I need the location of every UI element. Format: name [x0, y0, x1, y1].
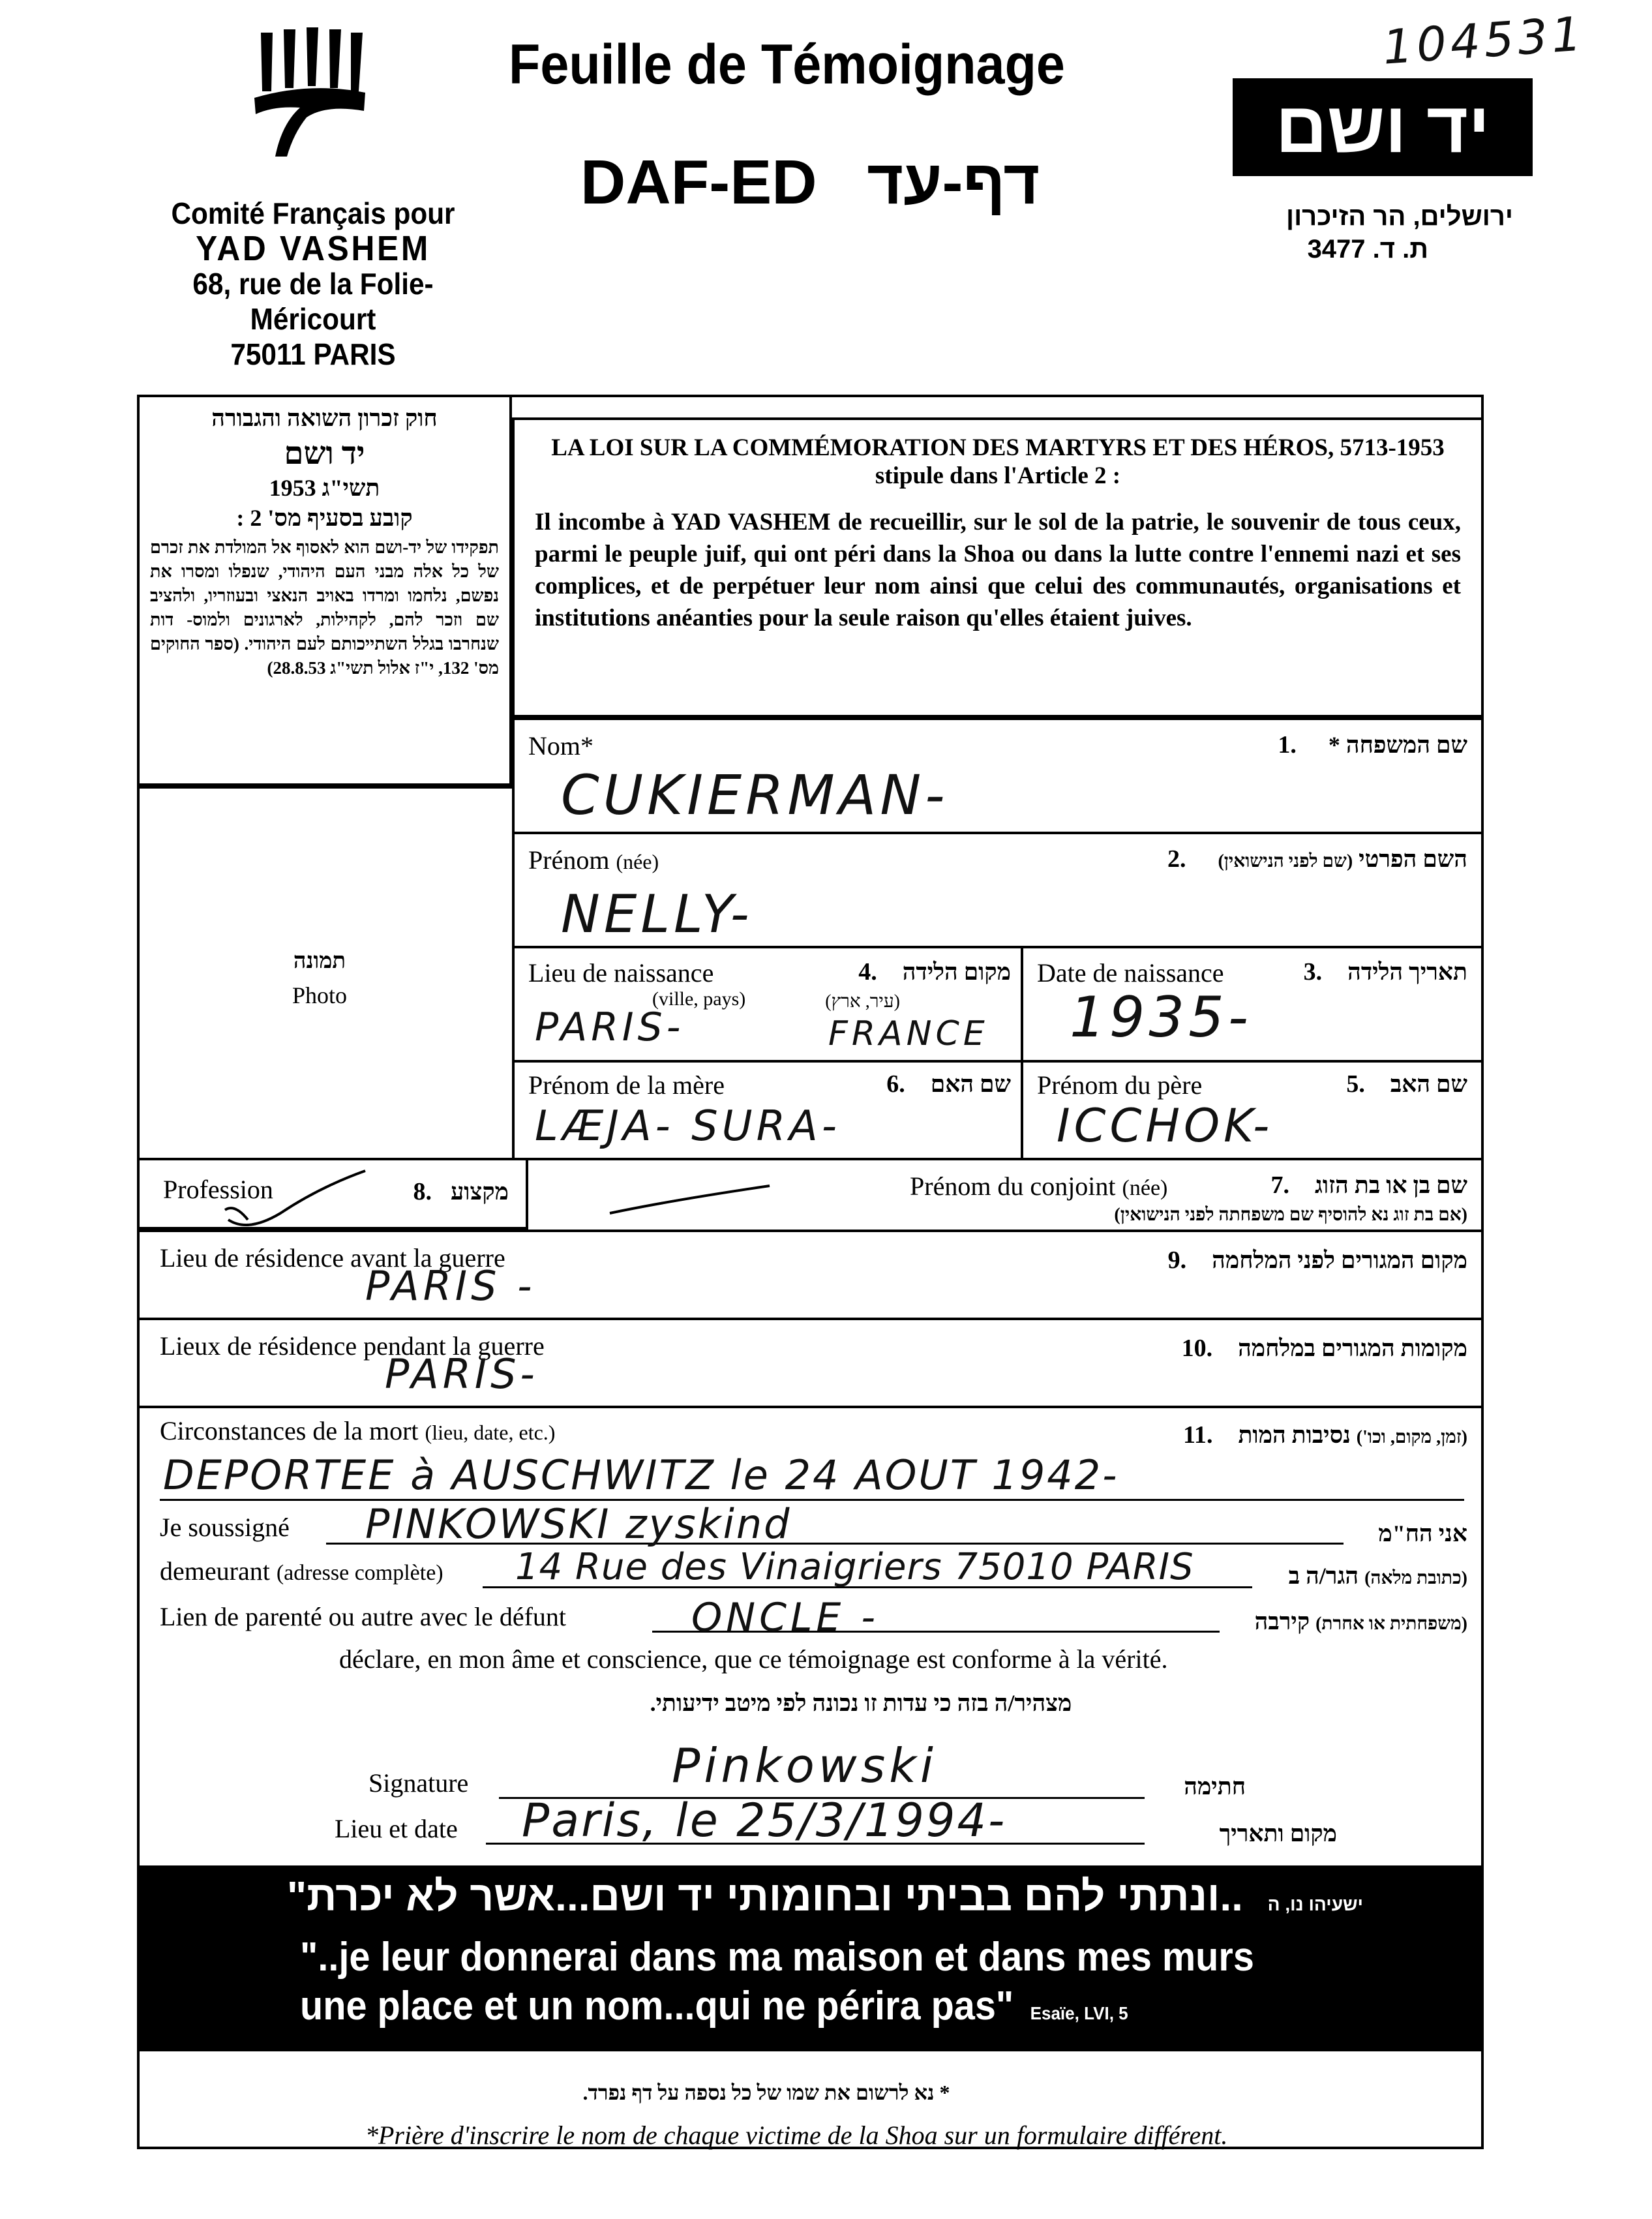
footer-french-ref: Esaïe, LVI, 5	[1030, 2003, 1128, 2023]
footer-french-line2: une place et un nom...qui ne périra pas"	[300, 1984, 1014, 2029]
field-3-label-fr: Date de naissance	[1037, 958, 1224, 988]
field-2-number: .2	[1167, 845, 1186, 873]
hebrew-law-body: תפקידו של יד-ושם הוא לאסוף אל המולדת את זכרם של כל אלה מבני העם היהודי, שנפלו ומסרו את נפשם, נלחמו ומרדו באויב הנאצי ובעוזריו, ולהציב שם וזכר להם, לקהילות, לארגונים ולמוס- דות שנחרבו בגלל השתייכותם לעם היהודי. (ספר החוקים מס' 132, י"ז אלול תשי"ג 28.8.53)	[150, 537, 499, 678]
field-9-label-he: מקום המגורים לפני המלחמה	[1212, 1247, 1467, 1273]
field-1-label-he: שם המשפחה *	[1328, 732, 1467, 758]
profession-strike-mark	[222, 1168, 372, 1239]
declaration-he: מצהיר/ה בזה כי עדות זו נכונה לפי מיטב ידיעותי.	[650, 1690, 1072, 1716]
photo-label-hebrew: תמונה	[293, 949, 346, 973]
field-8-label-he: מקצוע	[450, 1179, 509, 1205]
french-law-body: Il incombe à YAD VASHEM de recueillir, sur le sol de la patrie, le souvenir de tous ceux, parmi le peuple juif, qui ont péri dans la Shoa ou dans la lutte contre l'ennemi nazi et ses complices, et de perpétuer leur nom ainsi que celui des communautés, organisations et institutions anéanties pour la seule raison qu'elles étaient juives.	[535, 509, 1461, 631]
place-date-label-fr: Lieu et date	[335, 1814, 458, 1843]
archive-number: 104531	[1381, 6, 1587, 75]
field-7-note-he: (אם בת זוג נא להוסיף שם משפחתה לפני הנישואין)	[1114, 1205, 1467, 1225]
field-7-note-fr: (née)	[1122, 1176, 1168, 1200]
field-1-number: .1	[1278, 731, 1297, 759]
residing-label-fr: demeurant	[160, 1556, 270, 1586]
french-law-title: LA LOI SUR LA COMMÉMORATION DES MARTYRS ET DES HÉROS, 5713-1953	[551, 434, 1445, 461]
field-4-number: .4	[858, 958, 877, 986]
field-10-value[interactable]: PARIS-	[385, 1350, 539, 1398]
residing-label-he: הגר/ה ב	[1288, 1563, 1359, 1589]
field-6-value[interactable]: LÆJA- SURA-	[535, 1102, 841, 1151]
field-5-value[interactable]: ICCHOK-	[1057, 1099, 1274, 1153]
committee-yad-vashem: YAD VASHEM	[196, 229, 430, 268]
field-3-label-he: תאריך הלידה	[1347, 959, 1467, 985]
relation-label-he: קירבה	[1254, 1608, 1310, 1635]
hebrew-law-line1: חוק זכרון השואה והגבורה	[211, 405, 438, 431]
footnote-french: *Prière d'inscrire le nom de chaque victime de la Shoa sur un formulaire différent.	[365, 2121, 1228, 2150]
signature-label-he: חתימה	[1184, 1774, 1246, 1800]
field-10-label-fr: Lieux de résidence pendant la guerre	[160, 1331, 545, 1361]
field-7-label-he: שם בן או בת הזוג	[1315, 1172, 1467, 1198]
form-title: Feuille de Témoignage	[509, 33, 1065, 96]
residing-note-fr: (adresse complète)	[276, 1561, 443, 1585]
field-5-label-he: שם האב	[1390, 1071, 1467, 1097]
footnote-hebrew: * נא לרשום את שמו של כל נספה על דף נפרד.	[582, 2081, 950, 2104]
photo-label: Photo	[292, 982, 348, 1008]
committee-name: Comité Français pour	[171, 196, 455, 230]
field-4-note-fr: (ville, pays)	[652, 988, 746, 1010]
relation-label-fr: Lien de parenté ou autre avec le défunt	[160, 1602, 567, 1631]
undersigned-label-he: אני הח"מ	[1378, 1520, 1467, 1547]
field-6-label-he: שם האם	[930, 1071, 1011, 1097]
footer-hebrew-ref: ישעיהו נו, ה	[1267, 1894, 1363, 1914]
field-3-value[interactable]: 1935-	[1070, 985, 1252, 1050]
field-2-value[interactable]: NELLY-	[561, 884, 753, 944]
field-7-label-fr: Prénom du conjoint	[910, 1171, 1116, 1201]
field-9-label-fr: Lieu de résidence avant la guerre	[160, 1243, 505, 1273]
field-4-note-he: (עיר, ארץ)	[825, 991, 900, 1012]
yad-vashem-logo	[1233, 78, 1533, 176]
field-10-number: .10	[1181, 1335, 1213, 1362]
yad-vashem-emblem-icon	[248, 20, 372, 163]
field-4-label-fr: Lieu de naissance	[528, 958, 714, 988]
undersigned-label-fr: Je soussigné	[160, 1513, 290, 1542]
field-1-label-fr: Nom*	[528, 731, 593, 761]
residing-note-he: (כתובת מלאה)	[1364, 1568, 1467, 1588]
field-10-label-he: מקומות המגורים במלחמה	[1238, 1335, 1467, 1361]
relation-note-he: (משפחתית או אחרת)	[1315, 1614, 1467, 1634]
undersigned-value[interactable]: PINKOWSKI zyskind	[365, 1500, 792, 1548]
hebrew-law-line4: קובע בסעיף מס' 2 :	[236, 505, 413, 531]
field-11-note-he: (זמן, מקום, וכו')	[1356, 1427, 1467, 1447]
footer-french-line1: "..je leur donnerai dans ma maison et dans mes murs	[300, 1935, 1254, 1980]
field-3-number: .3	[1303, 958, 1323, 986]
field-9-value[interactable]: PARIS -	[365, 1262, 536, 1310]
daf-ed-hebrew: דף-עד	[867, 147, 1040, 217]
field-2-label-fr: Prénom	[528, 845, 610, 875]
field-8-number: .8	[413, 1178, 432, 1205]
field-4-value-country[interactable]: FRANCE	[828, 1014, 989, 1053]
field-8-label-fr: Profession	[163, 1175, 273, 1204]
field-7-number: .7	[1270, 1171, 1290, 1199]
place-date-value[interactable]: Paris, le 25/3/1994-	[522, 1794, 1007, 1847]
jerusalem-address: ירושלים, הר הזיכרון	[1286, 202, 1513, 231]
field-4-label-he: מקום הלידה	[902, 959, 1011, 985]
po-box: ת. ד. 3477	[1307, 235, 1428, 264]
field-6-number: .6	[886, 1070, 905, 1098]
field-4-value-city[interactable]: PARIS-	[535, 1004, 685, 1050]
field-11-value[interactable]: DEPORTEE à AUSCHWITZ le 24 AOUT 1942-	[163, 1451, 1119, 1499]
field-11-note-fr: (lieu, date, etc.)	[425, 1421, 556, 1444]
hebrew-law-line2: יד ושם	[284, 436, 365, 471]
spouse-strike-mark	[607, 1181, 776, 1220]
field-1-value[interactable]: CUKIERMAN-	[561, 763, 949, 827]
field-11-number: .11	[1183, 1421, 1213, 1449]
residing-value[interactable]: 14 Rue des Vinaigriers 75010 PARIS	[515, 1546, 1194, 1588]
signature-value[interactable]: Pinkowski	[672, 1738, 937, 1793]
signature-label-fr: Signature	[368, 1768, 469, 1798]
hebrew-law-line3: תשי"ג 1953	[269, 475, 380, 501]
field-11-label-he: נסיבות המות	[1238, 1422, 1351, 1448]
field-6-label-fr: Prénom de la mère	[528, 1070, 725, 1100]
field-2-note-he: (שם לפני הנישואין)	[1218, 851, 1353, 871]
relation-value[interactable]: ONCLE -	[691, 1595, 880, 1640]
field-11-label-fr: Circonstances de la mort	[160, 1416, 419, 1445]
field-9-number: .9	[1167, 1246, 1187, 1274]
footer-banner	[137, 1865, 1484, 2051]
committee-street: 68, rue de la Folie-Méricourt	[192, 267, 434, 336]
french-law-subtitle: stipule dans l'Article 2 :	[875, 462, 1121, 489]
declaration-fr: déclare, en mon âme et conscience, que ce témoignage est conforme à la vérité.	[339, 1644, 1168, 1674]
field-2-note-fr: (née)	[616, 850, 659, 873]
daf-ed-latin: DAF-ED	[580, 147, 817, 217]
field-5-label-fr: Prénom du père	[1037, 1070, 1203, 1100]
yad-vashem-logo-text: יד ושם	[1275, 87, 1490, 168]
committee-city: 75011 PARIS	[230, 337, 396, 371]
place-date-label-he: מקום ותאריך	[1219, 1820, 1337, 1847]
field-5-number: .5	[1346, 1070, 1365, 1098]
field-2-label-he: השם הפרטי	[1359, 846, 1467, 872]
footer-hebrew-verse: ..ונתתי להם בביתי ובחומותי יד ושם...אשר לא יכרת"	[286, 1873, 1243, 1920]
